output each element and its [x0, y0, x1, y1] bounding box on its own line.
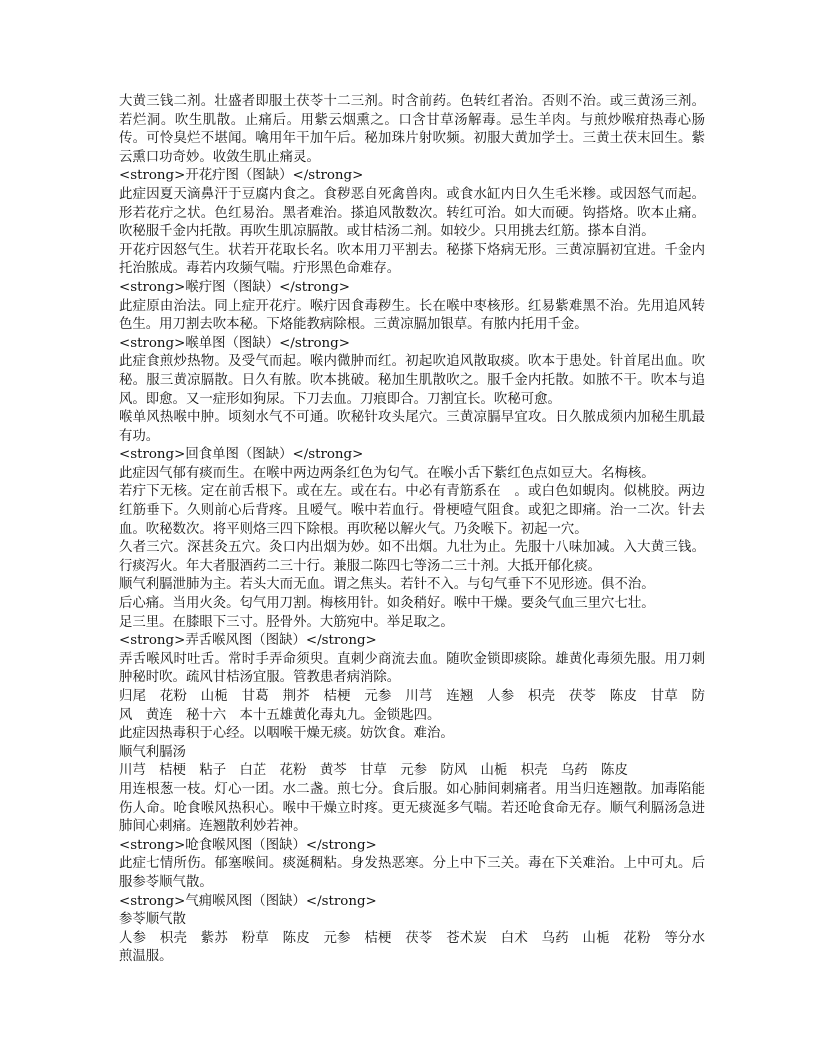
- heading-kaihua-ding: <strong>开花疔图（图缺）</strong>: [119, 168, 364, 184]
- paragraph-14: 顺气利膈泄肺为主。若头大而无血。谓之焦头。若针不入。与匂气垂下不见形迹。俱不治。: [119, 577, 655, 593]
- heading-hui-shi-dan: <strong>回食单图（图缺）</strong>: [119, 447, 364, 463]
- paragraph-20: 此症因热毒积于心经。以咽喉干燥无痰。妨饮食。难治。: [119, 726, 454, 742]
- paragraph-18: 弄舌喉风时吐舌。常时手弄命须臾。直刺少商流去血。随吹金锁即痰除。雄黄化毒须先服。用刀刺肿秘时吹。疏风甘桔汤宜服。管教患者病消除。: [119, 651, 705, 686]
- paragraph-4: 开花疔因怒气生。状若开花取长名。吹本用刀平割去。秘搽下烙病无形。三黄凉膈初宜进。千金内托治脓成。毒若内攻频气喘。疔形黑色命难存。: [119, 242, 705, 277]
- heading-nong-she-hou-feng: <strong>弄舌喉风图（图缺）</strong>: [119, 633, 377, 649]
- paragraph-13: 久者三穴。深甚灸五穴。灸口内出烟为妙。如不出烟。九壮为止。先服十八味加减。入大黄三钱。行痰泻火。年大者服酒药二三十行。兼服二陈四七等汤二三十剂。大抵开郁化痰。: [119, 540, 705, 574]
- paragraph-16: 足三里。在膝眼下三寸。胫骨外。大筋宛中。举足取之。: [119, 614, 454, 630]
- paragraph-1: 大黄三钱二剂。壮盛者即服土茯苓十二三剂。时含前药。色转红者治。否则不治。或三黄汤三剂。若烂洞。吹生肌散。止痛后。用紫云烟熏之。口含甘草汤解毒。忌生羊肉。与煎炒喉疳热毒心肠传。可怜臭烂不堪闻。噙用年干加午后。秘加珠片射吹频。初服大黄加学士。三黄土茯末回生。紫云熏口功奇妙。收敛生肌止痛灵。: [119, 94, 705, 165]
- formula-title-shunqi-lige: 顺气利膈汤: [119, 744, 186, 760]
- paragraph-12: 若疔下无核。定在前舌根下。或在左。或在右。中必有青筋系在 。或白色如蜆肉。似桃胶。两边红筋垂下。久则前心后背疼。且嗳气。喉中若血行。骨梗噎气阻食。或犯之即痛。治一二次。针去血。吹秘数次。将平则烙三四下除根。再吹秘以解火气。乃灸喉下。初起一穴。: [119, 484, 705, 537]
- herb-list-2: 川芎 桔梗 粘子 白芷 花粉 黄芩 甘草 元参 防风 山栀 枳壳 乌药 陈皮: [119, 763, 628, 779]
- paragraph-9: 喉单风热喉中肿。顷刻水气不可通。吹秘针攻头尾穴。三黄凉膈早宜攻。日久脓成须内加秘生肌最有功。: [119, 410, 705, 444]
- heading-qi-yong-hou-feng: <strong>气痈喉风图（图缺）</strong>: [119, 893, 377, 909]
- paragraph-23: 用连根葱一枝。灯心一团。水二盏。煎七分。食后服。如心肺间刺痛者。用当归连翘散。加毒陷能伤人命。呛食喉风热积心。喉中干燥立时疼。更无痰涎多气喘。若还呛食命无存。顺气利膈汤急进肺间心刺痛。连翘散利妙若神。: [119, 781, 705, 835]
- herb-list-3: 人参 枳壳 紫苏 粉草 陈皮 元参 桔梗 茯苓 苍术炭 白术 乌药 山栀 花粉 等分水煎温服。: [119, 930, 705, 965]
- paragraph-6: 此症原由治法。同上症开花疔。喉疔因食毒秽生。长在喉中枣核形。红易紫难黑不治。先用追风转色生。用刀割去吹本秘。下烙能教病除根。三黄凉膈加银草。有脓内托用千金。: [119, 298, 705, 333]
- formula-title-shenling-shunqi: 参苓顺气散: [119, 912, 186, 928]
- heading-hou-dan: <strong>喉单图（图缺）</strong>: [119, 335, 350, 351]
- document-page: [119, 93, 705, 967]
- paragraph-15: 后心痛。当用火灸。匂气用刀割。梅核用针。如灸稍好。喉中干燥。要灸气血三里穴七壮。: [119, 596, 655, 612]
- paragraph-25: 此症七情所伤。郁塞喉间。痰涎稠粘。身发热恶寒。分上中下三关。毒在下关难治。上中可丸。后服参苓顺气散。: [119, 856, 705, 890]
- paragraph-8: 此症食煎炒热物。及受气而起。喉内微肿而红。初起吹追风散取痰。吹本于患处。针首尾出血。吹秘。服三黄凉膈散。日久有脓。吹本挑破。秘加生肌散吹之。服千金内托散。如脓不干。吹本与追风。即愈。又一症形如狗尿。下刀去血。刀痕即合。刀割宜长。吹秘可愈。: [119, 354, 705, 407]
- heading-qiang-shi-hou-feng: <strong>呛食喉风图（图缺）</strong>: [119, 837, 377, 853]
- herb-list-1: 归尾 花粉 山栀 甘葛 荆芥 桔梗 元参 川芎 连翘 人参 枳壳 茯苓 陈皮 甘草 防风 黄连 秘十六 本十五雄黄化毒丸九。金锁匙四。: [119, 689, 705, 723]
- heading-hou-ding: <strong>喉疔图（图缺）</strong>: [119, 279, 350, 295]
- paragraph-3: 此症因夏天滴鼻汗于豆腐内食之。食秽恶自死禽兽肉。或食水缸内日久生毛米糁。或因怒气而起。形若花疔之状。色红易治。黑者难治。搽追风散数次。转红可治。如大而硬。钩搭烙。吹本止痛。吹秘服千金内托散。再吹生肌凉膈散。或甘桔汤二剂。如较少。只用挑去红筋。搽本自消。: [119, 186, 705, 240]
- paragraph-11: 此症因气郁有痰而生。在喉中两边两条红色为匂气。在喉小舌下紫红色点如豆大。名梅核。: [119, 465, 655, 481]
